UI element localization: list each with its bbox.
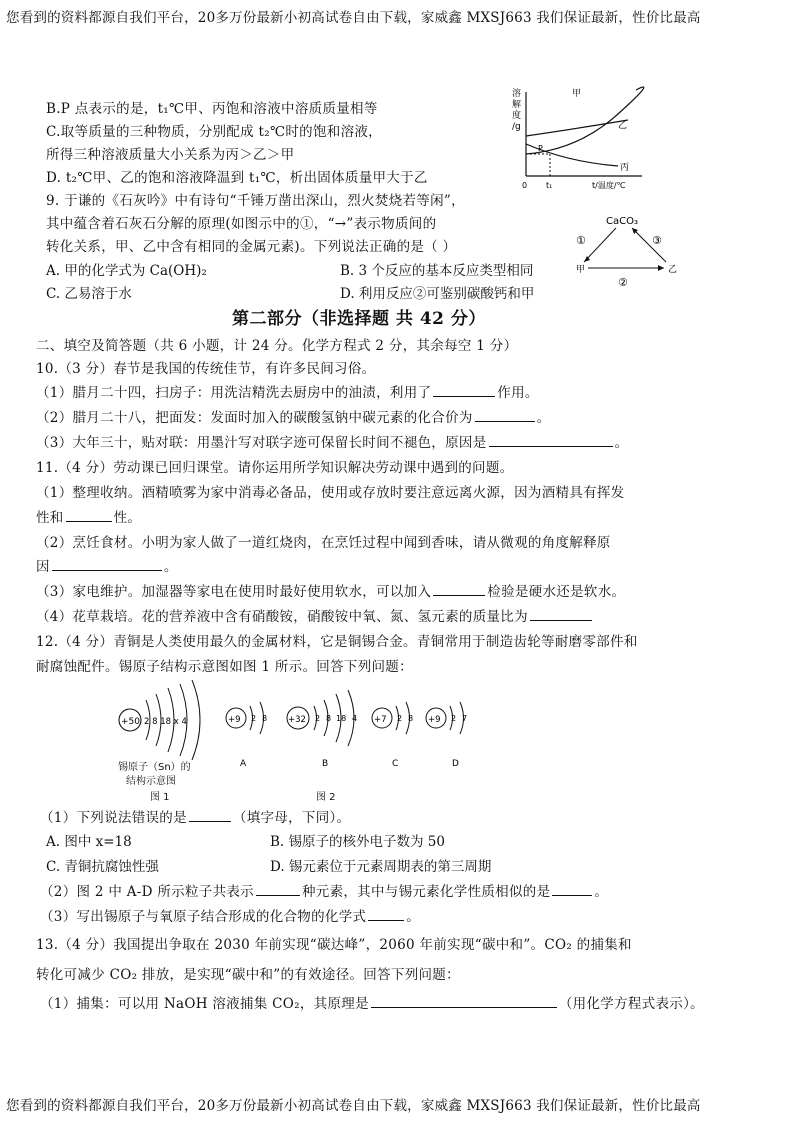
q10-sub3: （3）大年三十，贴对联：用墨汁写对联字迹可保留长时间不褪色，原因是 。 [36, 435, 629, 451]
svg-text:2: 2 [397, 714, 403, 723]
solubility-graph [508, 84, 648, 196]
q13-sub1: （1）捕集：可以用 NaOH 溶液捕集 CO₂，其原理是 （用化学方程式表示）。 [40, 996, 704, 1012]
q12-blank2[interactable] [256, 883, 300, 896]
cycle-diagram [572, 208, 682, 290]
atom-c [372, 702, 413, 734]
sn-shells: 2 8 18 x 4 [144, 717, 187, 727]
label-origin: 0 [522, 181, 528, 190]
svg-text:溶: 溶 [512, 89, 522, 99]
svg-text:2: 2 [451, 714, 457, 723]
graph-xlabel: t/温度/℃ [592, 181, 626, 190]
label-bing: 丙 [620, 163, 630, 173]
q10-blank2[interactable] [475, 409, 535, 422]
q11-sub1-line2: 性和 性。 [36, 510, 142, 526]
label-jia: 甲 [572, 89, 582, 99]
q12-blank1[interactable] [189, 809, 231, 822]
q10-blank1[interactable] [433, 384, 495, 397]
q8-option-d: D. t₂℃甲、乙的饱和溶液降温到 t₁℃，析出固体质量甲大于乙 [46, 170, 428, 186]
svg-text:8: 8 [262, 714, 268, 723]
q12-stem-line1: 12.（4 分）青铜是人类使用最久的金属材料，它是铜锡合金。青铜常用于制造齿轮等耐磨零部件和 [36, 634, 638, 650]
letter-c: C [392, 759, 399, 769]
q9-option-d: D. 利用反应②可鉴别碳酸钙和甲 [340, 286, 535, 302]
q11-blank1[interactable] [66, 509, 112, 522]
label-reaction-2: ② [618, 276, 628, 289]
q10-blank3[interactable] [489, 434, 613, 447]
graph-ylabel [512, 87, 521, 132]
part2-heading: 第二部分（非选择题 共 42 分） [232, 309, 486, 329]
top-banner: 您看到的资料都源自我们平台，20多万份最新小初高试卷自由下载，家威鑫 MXSJ663 我们保证最新，性价比最高 [6, 10, 701, 26]
q11-sub2-line1: （2）烹饪食材。小明为家人做了一道红烧肉，在烹饪过程中闻到香味，请从微观的角度解释原 [36, 535, 611, 551]
svg-text:/g: /g [512, 122, 521, 132]
q12-option-b: B. 锡原子的核外电子数为 50 [270, 834, 445, 850]
q11-sub1-line1: （1）整理收纳。酒精喷雾为家中消毒必备品，使用或存放时要注意远离火源，因为酒精具有挥发 [36, 485, 625, 501]
q8-option-b: B.P 点表示的是，t₁℃甲、丙饱和溶液中溶质质量相等 [46, 101, 378, 117]
q9-option-b: B. 3 个反应的基本反应类型相同 [340, 263, 534, 279]
q10-sub1: （1）腊月二十四，扫房子：用洗洁精洗去厨房中的油渍，利用了 作用。 [36, 385, 539, 401]
q8-option-c-line2: 所得三种溶液质量大小关系为丙＞乙＞甲 [46, 147, 295, 163]
bottom-banner: 您看到的资料都源自我们平台，20多万份最新小初高试卷自由下载，家威鑫 MXSJ663 我们保证最新，性价比最高 [6, 1098, 701, 1114]
q10-sub2: （2）腊月二十八，把面发：发面时加入的碳酸氢钠中碳元素的化合价为 。 [36, 410, 551, 426]
svg-text:+9: +9 [428, 715, 441, 725]
q9-line1: 9. 于谦的《石灰吟》中有诗句“千锤万凿出深山，烈火焚烧若等闲”， [46, 193, 465, 209]
sn-nucleus: +50 [121, 717, 140, 727]
q12-option-d: D. 锡元素位于元素周期表的第三周期 [270, 859, 492, 875]
q9-option-c: C. 乙易溶于水 [46, 286, 132, 302]
label-reaction-3: ③ [652, 234, 662, 247]
svg-text:+7: +7 [374, 715, 387, 725]
label-p: P [538, 144, 543, 153]
q9-option-a: A. 甲的化学式为 Ca(OH)₂ [46, 263, 207, 279]
letter-a: A [240, 759, 247, 769]
label-t1: t₁ [546, 181, 553, 190]
svg-text:7: 7 [462, 714, 468, 723]
q11-sub2-line2: 因 。 [36, 559, 178, 575]
q13-blank1[interactable] [371, 995, 557, 1008]
q8-option-c-line1: C.取等质量的三种物质，分别配成 t₂℃时的饱和溶液， [46, 124, 382, 140]
q12-sub2: （2）图 2 中 A-D 所示粒子共表示 种元素，其中与锡元素化学性质相似的是 。 [40, 884, 609, 900]
q9-line3: 转化关系，甲、乙中含有相同的金属元素)。下列说法正确的是（ ） [46, 239, 457, 255]
q12-blank4[interactable] [368, 908, 404, 921]
q10-stem: 10.（3 分）春节是我国的传统佳节，有许多民间习俗。 [36, 361, 376, 377]
svg-text:8: 8 [326, 714, 332, 723]
atom-b [287, 690, 357, 746]
figure1-label: 图 1 [150, 792, 170, 803]
q13-stem-line1: 13.（4 分）我国提出争取在 2030 年前实现“碳达峰”，2060 年前实现“碳中和”。CO₂ 的捕集和 [36, 937, 632, 953]
figure2-atoms [222, 686, 482, 786]
svg-text:4: 4 [352, 714, 358, 723]
node-jia: 甲 [576, 265, 586, 275]
svg-text:+9: +9 [228, 715, 241, 725]
q11-stem: 11.（4 分）劳动课已回归课堂。请你运用所学知识解决劳动课中遇到的问题。 [36, 460, 514, 476]
q11-blank2[interactable] [52, 558, 162, 571]
node-yi: 乙 [668, 265, 678, 275]
q11-blank3[interactable] [433, 583, 485, 596]
svg-text:度: 度 [512, 111, 522, 121]
svg-text:8: 8 [408, 714, 414, 723]
section2-title: 二、填空及简答题（共 6 小题，计 24 分。化学方程式 2 分，其余每空 1 分） [36, 338, 518, 354]
letter-b: B [322, 759, 329, 769]
q12-sub3: （3）写出锡原子与氧原子结合形成的化合物的化学式 。 [40, 909, 421, 925]
q12-sub1: （1）下列说法错误的是 （填字母，下同）。 [40, 810, 351, 826]
svg-text:解: 解 [512, 100, 522, 110]
q11-sub3: （3）家电维护。加湿器等家电在使用时最好使用软水，可以加入 检验是硬水还是软水。 [36, 584, 626, 600]
svg-text:2: 2 [315, 714, 321, 723]
q12-blank3[interactable] [552, 883, 592, 896]
letter-d: D [452, 759, 459, 769]
figure2-label: 图 2 [316, 792, 336, 803]
atom-d [426, 702, 467, 734]
label-reaction-1: ① [576, 234, 586, 247]
svg-text:18: 18 [336, 714, 347, 723]
figure1-caption-line1: 锡原子（Sn）的 [118, 762, 191, 773]
q13-stem-line2: 转化可减少 CO₂ 排放，是实现“碳中和”的有效途径。回答下列问题： [36, 967, 460, 983]
figure1-sn-atom [116, 678, 226, 764]
figure1-caption-line2: 结构示意图 [126, 776, 176, 787]
q12-option-c: C. 青铜抗腐蚀性强 [46, 859, 159, 875]
q9-line2: 其中蕴含着石灰石分解的原理(如图示中的①，“→”表示物质间的 [46, 216, 437, 232]
q11-blank4[interactable] [530, 608, 592, 621]
node-caco3: CaCO₃ [606, 216, 638, 227]
curve-yi [526, 120, 628, 136]
svg-text:+32: +32 [288, 715, 306, 725]
atom-a [226, 702, 267, 734]
q12-stem-line2: 耐腐蚀配件。锡原子结构示意图如图 1 所示。回答下列问题： [36, 659, 413, 675]
label-yi: 乙 [618, 121, 628, 131]
svg-text:2: 2 [251, 714, 257, 723]
q12-option-a: A. 图中 x=18 [46, 834, 132, 850]
q11-sub4: （4）花草栽培。花的营养液中含有硝酸铵，硝酸铵中氧、氮、氢元素的质量比为 [36, 605, 594, 625]
